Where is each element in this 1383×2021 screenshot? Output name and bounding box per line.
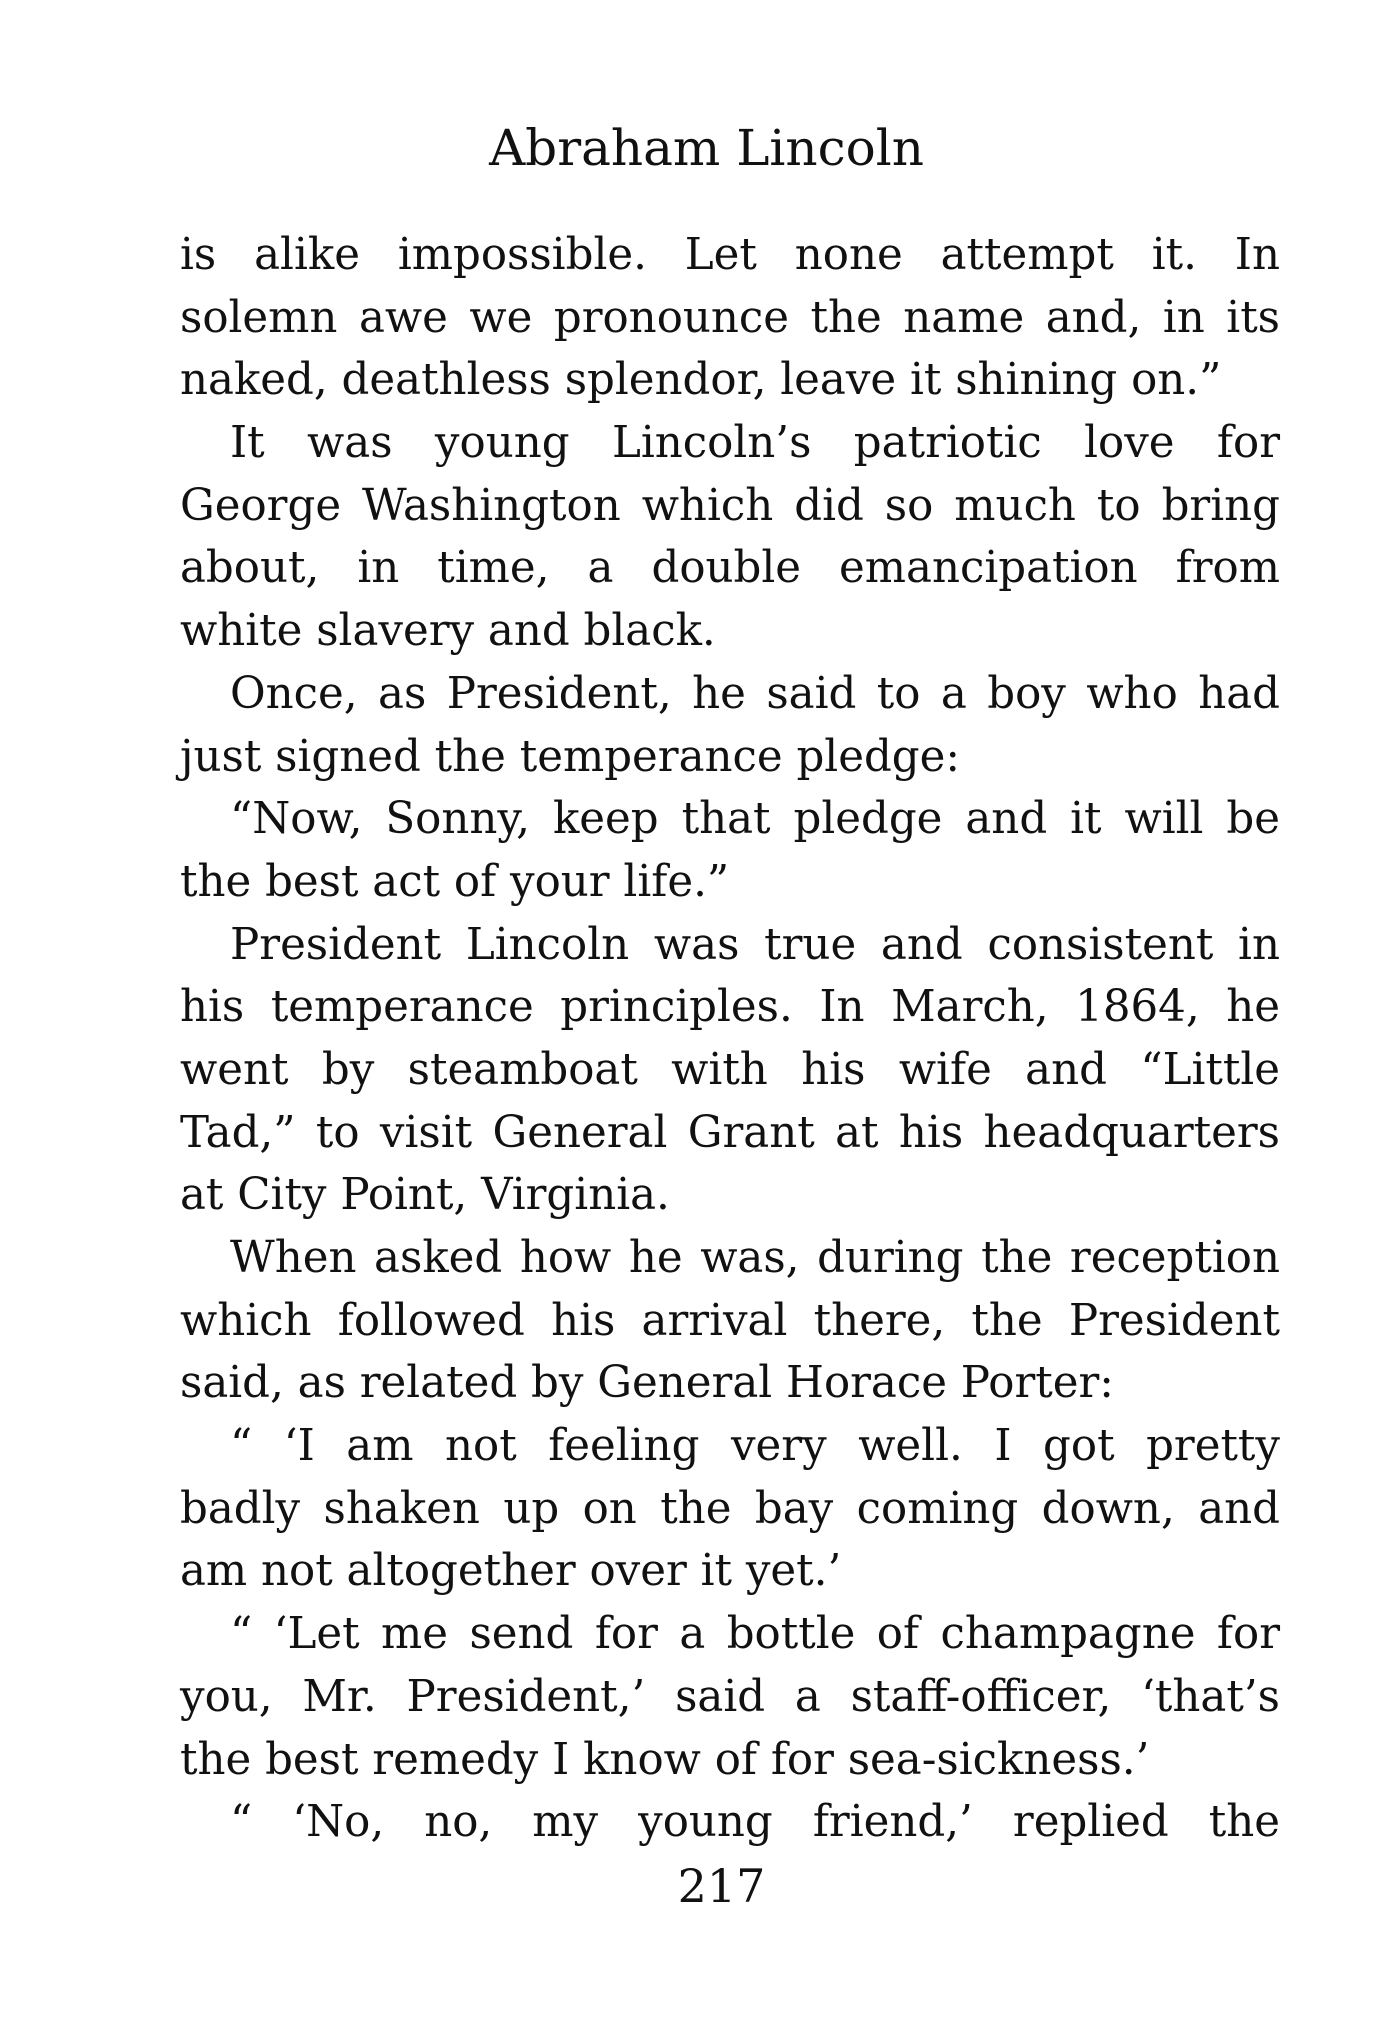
text-line: George Washington which did so much to bring [180, 480, 1280, 531]
text-line: solemn awe we pronounce the name and, in its [180, 292, 1280, 343]
text-line: at City Point, Virginia. [180, 1170, 670, 1221]
text-line: just signed the temperance pledge: [180, 731, 961, 782]
text-line: President Lincoln was true and consistent in [230, 919, 1280, 970]
body-text [180, 224, 1280, 1854]
text-line: white slavery and black. [180, 606, 716, 657]
page-number: 217 [677, 1859, 766, 1913]
text-line: went by steamboat with his wife and “Little [180, 1044, 1280, 1095]
text-line: “Now, Sonny, keep that pledge and it will be [230, 794, 1280, 845]
text-line: “ ‘No, no, my young friend,’ replied the [230, 1797, 1280, 1848]
text-line: about, in time, a double emancipation from [180, 543, 1280, 594]
text-line: It was young Lincoln’s patriotic love for [230, 418, 1280, 469]
text-line: which followed his arrival there, the President [180, 1295, 1280, 1346]
text-line: When asked how he was, during the reception [230, 1233, 1280, 1283]
text-line: is alike impossible. Let none attempt it. In [180, 230, 1280, 280]
text-line: Once, as President, he said to a boy who had [230, 668, 1280, 719]
text-line: “ ‘I am not feeling very well. I got pretty [230, 1421, 1280, 1472]
text-line: “ ‘Let me send for a bottle of champagne for [230, 1609, 1280, 1660]
text-line: said, as related by General Horace Porter: [180, 1358, 1114, 1409]
text-line: you, Mr. President,’ said a staff-officer, ‘that’s [180, 1671, 1280, 1722]
text-line: badly shaken up on the bay coming down, and [180, 1483, 1280, 1534]
text-line: the best act of your life.” [180, 856, 730, 907]
running-head: Abraham Lincoln [489, 119, 924, 177]
text-line: the best remedy I know of for sea-sickness.’ [180, 1734, 1150, 1785]
text-line: naked, deathless splendor, leave it shining on.” [180, 355, 1222, 406]
text-line: Tad,” to visit General Grant at his headquarters [180, 1107, 1280, 1158]
text-line: his temperance principles. In March, 1864, he [180, 982, 1280, 1033]
text-line: am not altogether over it yet.’ [180, 1546, 842, 1597]
